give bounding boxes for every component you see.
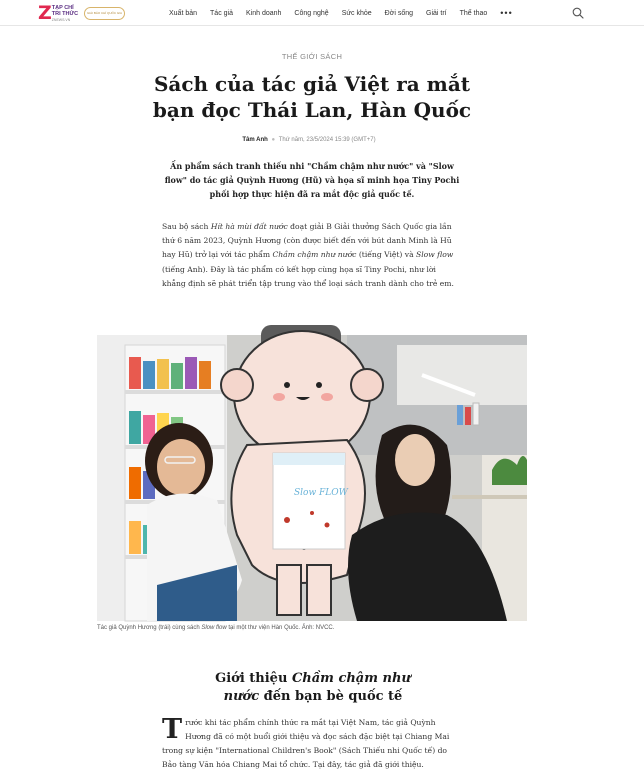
- logo-line-2: TRI THỨC: [51, 10, 79, 17]
- book-title-italic: Hít hà mùi đất nước: [210, 222, 288, 231]
- nav-item-kinh-doanh[interactable]: Kinh doanh: [246, 9, 282, 17]
- logo-text: [52, 5, 78, 23]
- photo-caption: [97, 625, 527, 631]
- book-title-italic: Slow flow: [416, 250, 454, 260]
- text-run: Giới thiệu: [215, 671, 292, 686]
- nav-item-doi-song[interactable]: Đời sống: [384, 9, 413, 17]
- nav-item-xuat-ban[interactable]: Xuất bản: [169, 9, 198, 17]
- logo-line-3: ZNEWS.VN: [51, 17, 71, 22]
- text-run: Tác giả Quỳnh Hương (trái) cùng sách: [97, 625, 202, 631]
- heading-italic: Chầm chậm như nước: [223, 671, 411, 704]
- section-heading: [200, 670, 426, 706]
- caption-italic: Slow flow: [201, 625, 227, 631]
- article-paragraph-2: [162, 716, 461, 772]
- text-run: đoạt giải B Giải thưởng Sách Quốc gia lần thứ 6 năm 2023, Quỳnh Hương (còn được biết đến với bút danh Minh là Hũ hay Hũ) trở lại với tác phẩm: [162, 222, 452, 260]
- article-lead: Ấn phẩm sách tranh thiếu nhi "Chầm chậm như nước" và "Slow flow" do tác giả Quỳnh Hương (Hũ) và họa sĩ minh họa Tiny Pochi phối hợp thực hiện đã ra mắt độc giả quốc tế.: [164, 161, 460, 199]
- text-run: tại một thư viện Hàn Quốc. Ảnh: NVCC.: [226, 625, 335, 631]
- byline-separator: ●: [271, 137, 276, 143]
- search-icon[interactable]: [572, 7, 584, 19]
- text-run: rước khi tác phẩm chính thức ra mắt tại Việt Nam, tác giả Quỳnh Hương đã có một buổi giới thiệu và đọc sách đặc biệt tại Chiang Mai trong sự kiện "International Children's Book" (Sách Thiếu nhi Quốc tế) do Bảo tàng Văn hóa Chiang Mai tổ chức. Tại đây, tác giả đã giới thiệu.: [162, 718, 450, 769]
- article-category[interactable]: THẾ GIỚI SÁCH: [281, 52, 343, 61]
- logo-mark: Z: [38, 2, 51, 24]
- byline: [0, 137, 618, 143]
- article-photo[interactable]: [97, 335, 527, 621]
- main-nav: [169, 0, 513, 26]
- author-name[interactable]: Tâm Anh: [242, 137, 268, 143]
- book-cover-title: Slow FLOW: [294, 488, 348, 498]
- article-paragraph-1: [162, 220, 461, 291]
- book-title-italic: Chầm chậm như nước: [272, 250, 357, 260]
- logo-line-1: TẠP CHÍ: [51, 4, 74, 11]
- nav-item-cong-nghe[interactable]: Công nghệ: [294, 9, 329, 17]
- top-navigation-bar: [0, 0, 644, 26]
- photo-illustration: [97, 335, 527, 621]
- text-run: (tiếng Anh). Đây là tác phẩm có kết hợp cùng họa sĩ Tiny Pochi, như lời khẳng định sẽ phát triển tập trung vào thể loại sách tranh dành cho trẻ em.: [162, 264, 454, 288]
- site-logo[interactable]: [38, 4, 78, 23]
- drop-cap: T: [162, 714, 183, 745]
- article-title: Sách của tác giả Việt ra mắt bạn đọc Thái Lan, Hàn Quốc: [152, 72, 472, 122]
- nav-item-the-thao[interactable]: Thể thao: [459, 9, 488, 17]
- text-run: đến bạn bè quốc tế: [259, 689, 403, 704]
- text-run: (tiếng Việt) và: [356, 250, 417, 260]
- nav-item-tac-gia[interactable]: Tác giả: [210, 9, 233, 17]
- nav-item-suc-khoe[interactable]: Sức khỏe: [341, 9, 372, 17]
- award-badge: GIẢI BÁO CHÍ QUỐC GIA: [84, 7, 125, 20]
- text-run: Sau bộ sách: [162, 222, 211, 231]
- more-icon[interactable]: •••: [500, 8, 513, 18]
- nav-item-giai-tri[interactable]: Giải trí: [426, 9, 447, 17]
- publish-datetime: Thứ năm, 23/5/2024 15:39 (GMT+7): [278, 137, 376, 143]
